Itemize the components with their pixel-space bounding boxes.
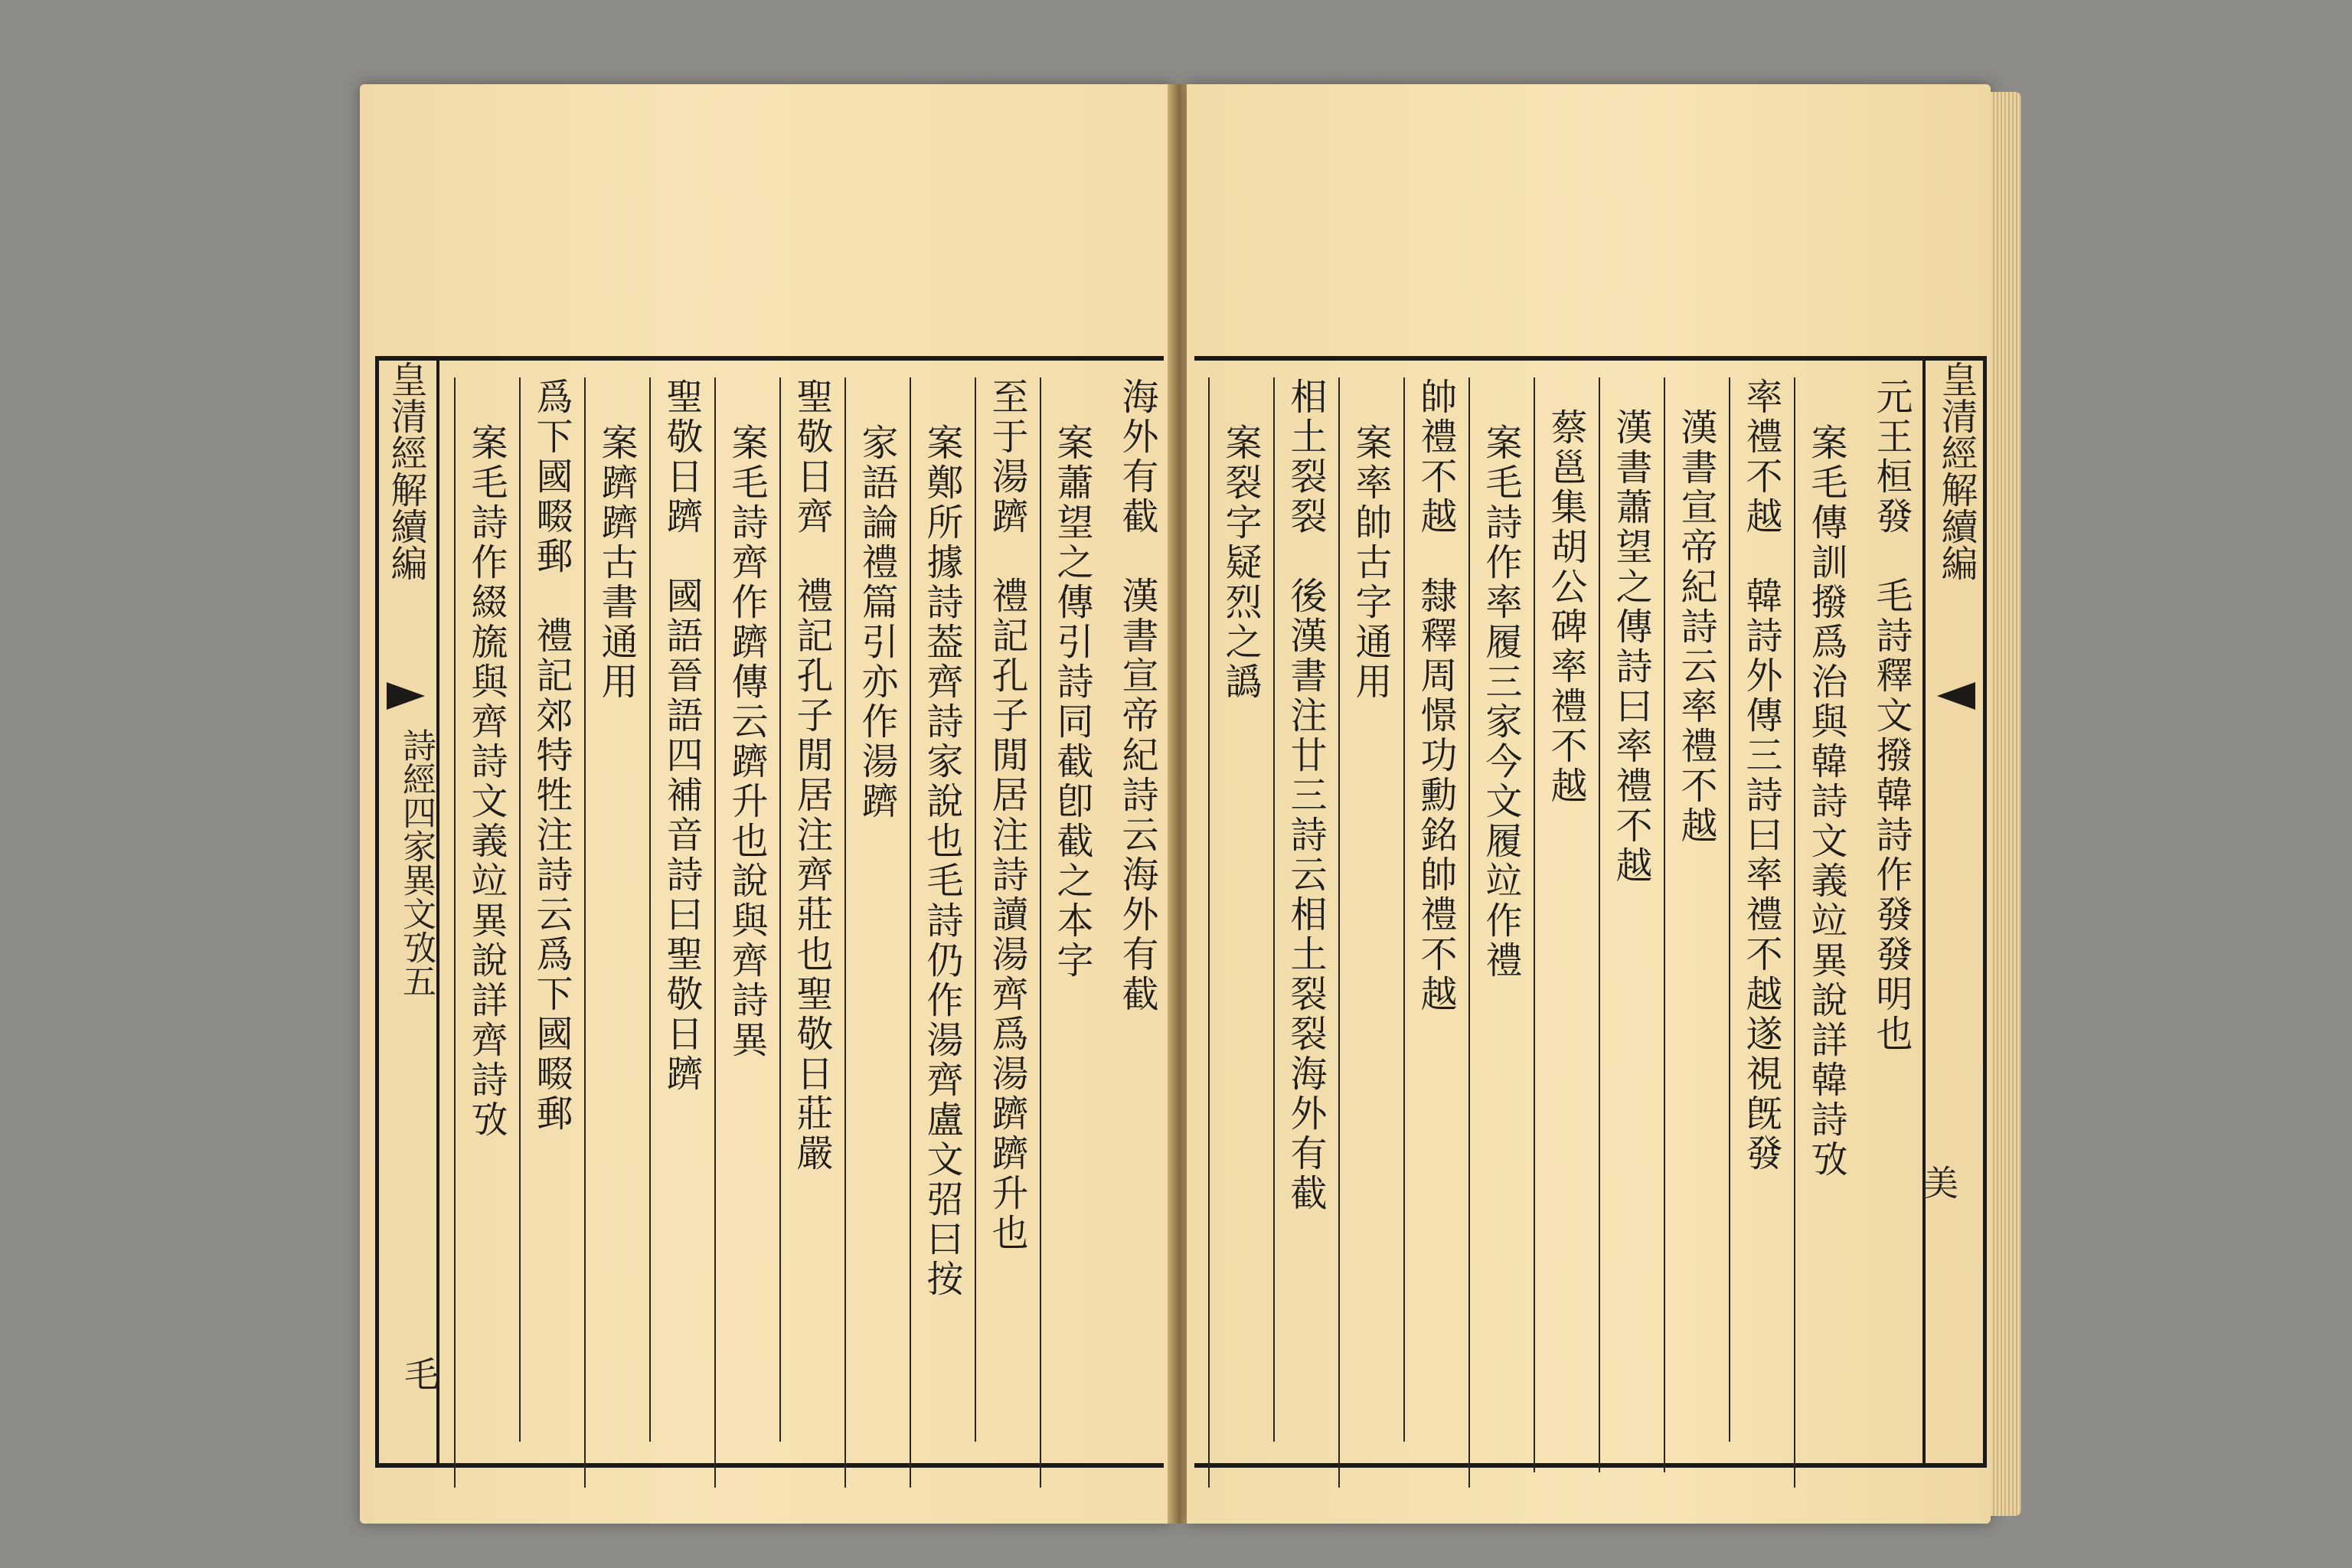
text-column: 家語論禮篇引亦作湯躋 xyxy=(844,377,903,1488)
page-number: 美 xyxy=(1918,1165,1959,1200)
text-column: 案毛詩作率履三家今文履竝作禮 xyxy=(1468,377,1527,1488)
text-column: 案毛傳訓撥爲治與韓詩文義竝異說詳韓詩攷 xyxy=(1794,377,1853,1488)
page-number: 毛 xyxy=(399,1356,440,1391)
text-column: 元王桓發 毛詩釋文撥韓詩作發發明也 xyxy=(1870,377,1913,1054)
text-column: 帥禮不越 隸釋周憬功勳銘帥禮不越 xyxy=(1403,377,1462,1442)
text-column: 聖敬日躋 國語晉語四補音詩曰聖敬日躋 xyxy=(649,377,708,1442)
text-column: 率禮不越 韓詩外傳三詩曰率禮不越遂視旣發 xyxy=(1729,377,1788,1442)
text-column: 聖敬日齊 禮記孔子閒居注齊莊也聖敬日莊嚴 xyxy=(779,377,838,1442)
text-column: 案毛詩作綴旒與齊詩文義竝異說詳齊詩攷 xyxy=(454,377,513,1488)
text-column: 漢書宣帝紀詩云率禮不越 xyxy=(1664,377,1723,1472)
right-page xyxy=(1187,84,1991,1524)
right-text-frame xyxy=(1194,356,1987,1468)
text-column: 案躋躋古書通用 xyxy=(584,377,643,1488)
margin-subtitle: 詩經四家異文攷五 xyxy=(397,728,436,998)
text-column: 案蕭望之傳引詩同截卽截之本字 xyxy=(1040,377,1099,1488)
text-column: 案毛詩齊作躋傳云躋升也說與齊詩異 xyxy=(714,377,773,1488)
left-text-frame xyxy=(375,356,1164,1468)
text-column: 相土裂裂 後漢書注廿三詩云相土裂裂海外有截 xyxy=(1273,377,1332,1442)
text-column: 爲下國畷郵 禮記郊特牲注詩云爲下國畷郵 xyxy=(519,377,578,1442)
page-edges xyxy=(1991,92,2021,1516)
text-column: 至于湯躋 禮記孔子閒居注詩讀湯齊爲湯躋躋升也 xyxy=(975,377,1034,1442)
open-book xyxy=(360,84,2021,1524)
left-page xyxy=(360,84,1171,1524)
text-column: 海外有截 漢書宣帝紀詩云海外有截 xyxy=(1116,377,1158,1014)
text-column: 蔡邕集胡公碑率禮不越 xyxy=(1534,377,1592,1472)
text-column: 案率帥古字通用 xyxy=(1338,377,1397,1488)
text-column: 案裂字疑烈之譌 xyxy=(1208,377,1267,1488)
fish-tail-mark xyxy=(387,682,425,710)
text-column: 漢書蕭望之傳詩曰率禮不越 xyxy=(1599,377,1658,1472)
fish-tail-mark xyxy=(1937,682,1975,710)
text-column: 案鄭所據詩葢齊詩家說也毛詩仍作湯齊盧文弨曰按 xyxy=(910,377,969,1488)
margin-title: 皇清經解續編 xyxy=(1922,361,1987,1463)
margin-title: 皇清經解續編 xyxy=(375,361,439,1463)
